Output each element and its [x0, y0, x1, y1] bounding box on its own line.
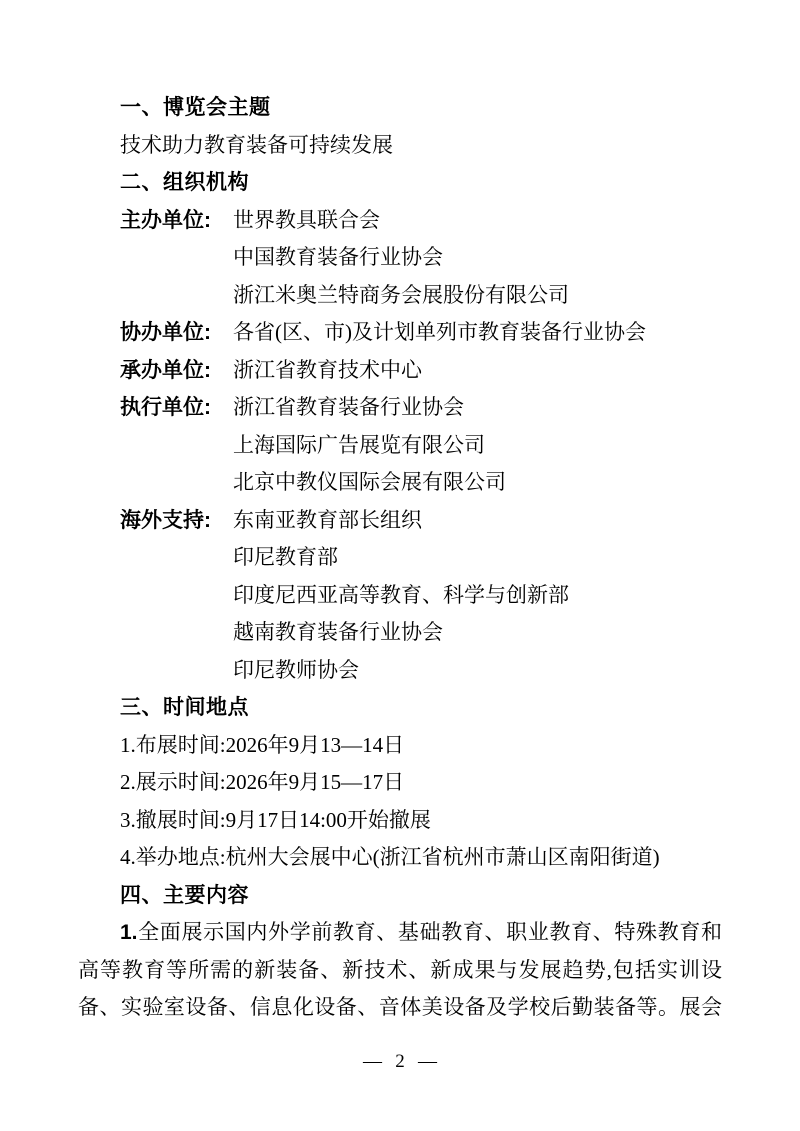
organizer-undertaker-label: 承办单位:: [120, 358, 211, 382]
organizer-overseas-label: 海外支持:: [120, 508, 211, 532]
section-heading-main-content: 四、主要内容: [120, 883, 249, 907]
expo-theme-text: 技术助力教育装备可持续发展: [120, 132, 393, 157]
main-content-paragraph-line: 备、实验室设备、信息化设备、音体美设备及学校后勤装备等。展会: [78, 995, 722, 1019]
page-number: — 2 —: [362, 1051, 438, 1072]
main-content-paragraph-line: 高等教育等所需的新装备、新技术、新成果与发展趋势,包括实训设: [78, 957, 722, 982]
organizer-executor-item: 浙江省教育装备行业协会: [233, 395, 464, 419]
organizer-executor-line: [78, 389, 722, 427]
organizer-executor-label: 执行单位:: [120, 396, 211, 419]
organizer-overseas-item: 印尼教师协会: [233, 657, 359, 682]
organizer-undertaker-item: 浙江省教育技术中心: [233, 357, 422, 382]
organizer-overseas-item: 越南教育装备行业协会: [233, 620, 443, 644]
organizer-executor-item: 北京中教仪国际会展有限公司: [233, 470, 506, 494]
organizer-undertaker-line: [78, 352, 722, 390]
organizer-host-item: 世界教具联合会: [233, 207, 380, 232]
organizer-overseas-item: 印度尼西亚高等教育、科学与创新部: [233, 582, 569, 607]
organizer-coorganizer-line: [78, 314, 722, 352]
main-content-paragraph-line: [78, 914, 722, 952]
organizer-host-item: 浙江米奥兰特商务会展股份有限公司: [233, 282, 569, 307]
section-heading-expo-theme: 一、博览会主题: [120, 96, 271, 119]
organizer-host-label: 主办单位:: [120, 208, 211, 232]
organizer-overseas-item: 东南亚教育部长组织: [233, 507, 422, 532]
organizer-coorganizer-item: 各省(区、市)及计划单列市教育装备行业协会: [233, 320, 646, 344]
section-heading-organization: 二、组织机构: [120, 171, 249, 194]
document-content: [78, 89, 722, 1027]
organizer-executor-item: 上海国际广告展览有限公司: [233, 432, 485, 457]
organizer-host-item: 中国教育装备行业协会: [233, 245, 443, 269]
section-heading-time-location: 三、时间地点: [120, 696, 249, 719]
time-item-teardown: 3.撤展时间:9月17日14:00开始撤展: [120, 807, 431, 832]
time-item-setup: 1.布展时间:2026年9月13—14日: [120, 732, 405, 757]
organizer-coorganizer-label: 协办单位:: [120, 321, 211, 344]
paragraph-number: 1.: [120, 921, 138, 944]
organizer-overseas-item: 印尼教育部: [233, 545, 338, 569]
location-item-venue: 4.举办地点:杭州大会展中心(浙江省杭州市萧山区南阳街道): [120, 845, 660, 869]
time-item-exhibition: 2.展示时间:2026年9月15—17日: [120, 770, 405, 794]
organizer-overseas-line: [78, 502, 722, 540]
organizer-host-line: [78, 202, 722, 240]
paragraph-text: 全面展示国内外学前教育、基础教育、职业教育、特殊教育和: [137, 920, 722, 944]
